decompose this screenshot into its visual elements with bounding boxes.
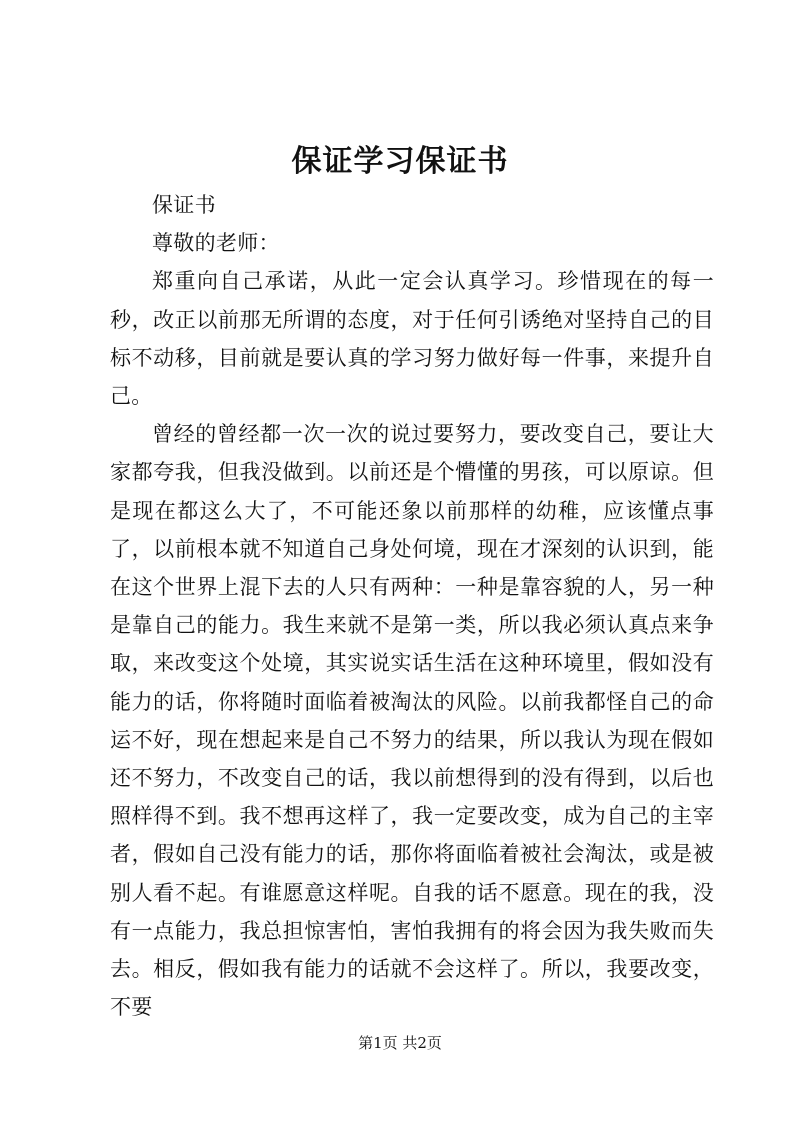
- salutation: 尊敬的老师：: [152, 231, 280, 256]
- paragraph: 郑重向自己承诺，从此一定会认真学习。珍惜现在的每一秒，改正以前那无所谓的态度，对于任何引诱绝对坚持自己的目标不动移，目前就是要认真的学习努力做好每一件事，来提升自己。: [110, 269, 714, 409]
- paragraph: 曾经的曾经都一次一次的说过要努力，要改变自己，要让大家都夸我，但我没做到。以前还是个懵懂的男孩，可以原谅。但是现在都这么大了，不可能还象以前那样的幼稚，应该懂点事了，以前根本就不知道自己身处何境，现在才深刻的认识到，能在这个世界上混下去的人只有两种：一种是靠容貌的人，另一种是靠自己的能力。我生来就不是第一类，所以我必须认真点来争取，来改变这个处境，其实说实话生活在这种环境里，假如没有能力的话，你将随时面临着被淘汰的风险。以前我都怪自己的命运不好，现在想起来是自己不努力的结果，所以我认为现在假如还不努力，不改变自己的话，我以前想得到的没有得到，以后也照样得不到。我不想再这样了，我一定要改变，成为自己的主宰者，假如自己没有能力的话，那你将面临着被社会淘汰，或是被别人看不起。有谁愿意这样呢。自我的话不愿意。现在的我，没有一点能力，我总担惊害怕，害怕我拥有的将会因为我失败而失去。相反，假如我有能力的话就不会这样了。所以，我要改变，不要: [110, 422, 714, 1020]
- document-body: [110, 186, 714, 1026]
- document-title: 保证学习保证书: [291, 144, 509, 179]
- page-footer: 第1页 共2页: [358, 1034, 442, 1052]
- heading-label: 保证书: [152, 193, 216, 217]
